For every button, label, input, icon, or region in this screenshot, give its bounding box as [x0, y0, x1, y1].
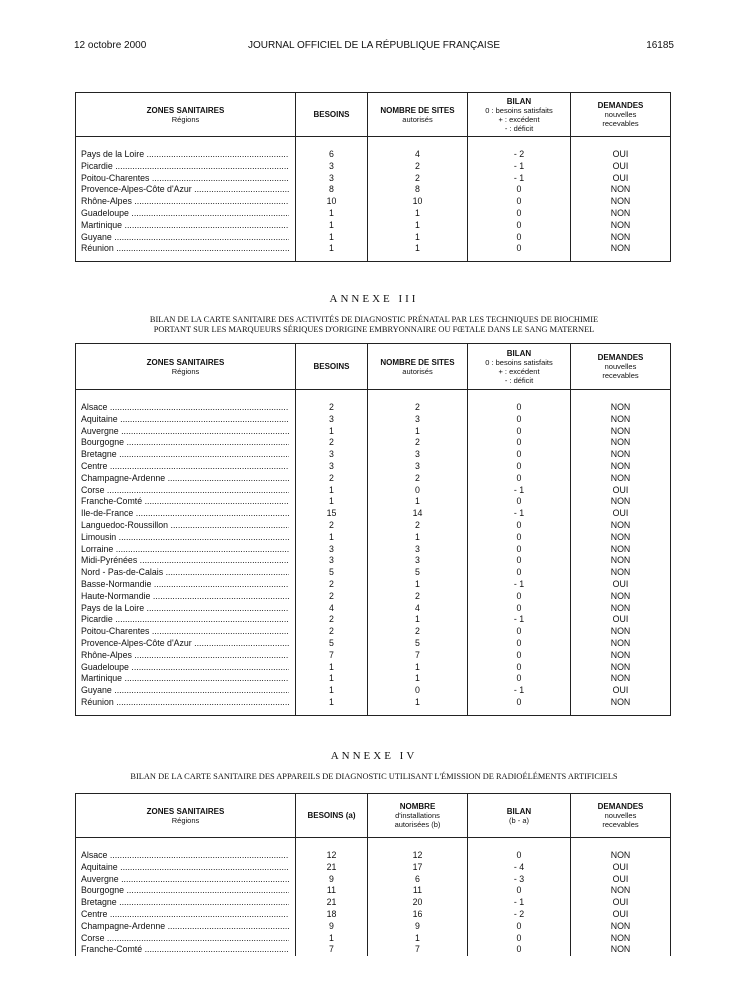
cell-sites: 8 [368, 184, 468, 196]
cell-demandes: NON [571, 402, 671, 414]
cell-sites: 2 [368, 591, 468, 603]
cell-bilan: 0 [468, 461, 571, 473]
cell-bilan: 0 [468, 532, 571, 544]
cell-bilan: 0 [468, 697, 571, 709]
col-header-installations: NOMBRE d'installations autorisées (b) [368, 794, 468, 838]
cell-besoins: 9 [296, 874, 368, 886]
cell-demandes: NON [571, 555, 671, 567]
annex-iv-title: ANNEXE IV [330, 750, 418, 762]
cell-besoins: 2 [296, 591, 368, 603]
cell-sites: 2 [368, 626, 468, 638]
cell-demandes: NON [571, 567, 671, 579]
cell-besoins: 2 [296, 473, 368, 485]
table-row [76, 638, 671, 650]
table-row [76, 603, 671, 615]
cell-sites: 9 [368, 921, 468, 933]
cell-bilan: - 1 [468, 508, 571, 520]
cell-sites: 1 [368, 673, 468, 685]
cell-demandes: OUI [571, 685, 671, 697]
cell-bilan: 0 [468, 921, 571, 933]
cell-bilan: 0 [468, 933, 571, 945]
cell-bilan: 0 [468, 473, 571, 485]
table-row [76, 184, 671, 196]
col-header-besoins: BESOINS [296, 93, 368, 137]
col-header-zones: ZONES SANITAIRES Régions [76, 794, 296, 838]
cell-bilan: - 2 [468, 909, 571, 921]
cell-region: Guadeloupe ..... [76, 208, 296, 220]
annex-iii-subtitle-1: BILAN DE LA CARTE SANITAIRE DES ACTIVITÉS DE DIAGNOSTIC PRÉNATAL PAR LES TECHNIQUES DE BIOCHIMIE [149, 315, 599, 324]
table-header-row [76, 344, 671, 390]
cell-demandes: NON [571, 626, 671, 638]
col-header-demandes: DEMANDES nouvelles recevables [571, 93, 671, 137]
cell-sites: 3 [368, 544, 468, 556]
cell-region: Provence-Alpes-Côte d'Azur ..... [76, 184, 296, 196]
cell-demandes: OUI [571, 161, 671, 173]
cell-bilan: 0 [468, 184, 571, 196]
table-row [76, 508, 671, 520]
cell-demandes: NON [571, 532, 671, 544]
cell-demandes: NON [571, 603, 671, 615]
cell-besoins: 1 [296, 673, 368, 685]
cell-bilan: 0 [468, 414, 571, 426]
cell-besoins: 2 [296, 579, 368, 591]
cell-region: Martinique ..... [76, 673, 296, 685]
cell-sites: 1 [368, 208, 468, 220]
cell-sites: 2 [368, 473, 468, 485]
table-header-row [76, 93, 671, 137]
cell-bilan: 0 [468, 449, 571, 461]
cell-region: Nord - Pas-de-Calais ..... [76, 567, 296, 579]
table-row [76, 614, 671, 626]
cell-besoins: 2 [296, 402, 368, 414]
cell-bilan: - 4 [468, 862, 571, 874]
table-row [76, 437, 671, 449]
table-row [76, 402, 671, 414]
cell-sites: 1 [368, 662, 468, 674]
table-annex-iv [75, 793, 671, 956]
cell-bilan: - 1 [468, 685, 571, 697]
cell-besoins: 1 [296, 426, 368, 438]
cell-demandes: NON [571, 414, 671, 426]
cell-region: Aquitaine ..... [76, 414, 296, 426]
table-row [76, 862, 671, 874]
cell-region: Guadeloupe ..... [76, 662, 296, 674]
cell-sites: 1 [368, 232, 468, 244]
cell-demandes: NON [571, 638, 671, 650]
cell-bilan: 0 [468, 402, 571, 414]
table-row [76, 173, 671, 185]
cell-sites: 1 [368, 579, 468, 591]
cell-bilan: 0 [468, 673, 571, 685]
cell-besoins: 6 [296, 149, 368, 161]
cell-besoins: 15 [296, 508, 368, 520]
cell-demandes: NON [571, 473, 671, 485]
page-number: 16185 [646, 40, 674, 51]
cell-bilan: - 1 [468, 485, 571, 497]
table-row [76, 921, 671, 933]
cell-besoins: 1 [296, 662, 368, 674]
cell-region: Picardie ..... [76, 161, 296, 173]
annex-iv-subtitle: BILAN DE LA CARTE SANITAIRE DES APPAREILS DE DIAGNOSTIC UTILISANT L'ÉMISSION DE RADIOÉLÉMENTS ARTIFICIELS [130, 772, 618, 781]
cell-region: Poitou-Charentes ..... [76, 626, 296, 638]
table-row [76, 897, 671, 909]
cell-region: Aquitaine ..... [76, 862, 296, 874]
cell-besoins: 7 [296, 944, 368, 956]
cell-demandes: NON [571, 208, 671, 220]
cell-region: Corse ..... [76, 485, 296, 497]
col-header-bilan: BILAN 0 : besoins satisfaits + : excédent - : déficit [468, 344, 571, 390]
cell-demandes: NON [571, 850, 671, 862]
cell-besoins: 12 [296, 850, 368, 862]
cell-region: Alsace ..... [76, 850, 296, 862]
cell-besoins: 21 [296, 897, 368, 909]
cell-bilan: - 3 [468, 874, 571, 886]
table-row [76, 414, 671, 426]
table-row [76, 520, 671, 532]
cell-demandes: NON [571, 232, 671, 244]
cell-sites: 5 [368, 638, 468, 650]
cell-sites: 12 [368, 850, 468, 862]
cell-sites: 16 [368, 909, 468, 921]
cell-demandes: OUI [571, 579, 671, 591]
cell-region: Guyane ..... [76, 232, 296, 244]
cell-bilan: - 1 [468, 614, 571, 626]
table-row [76, 461, 671, 473]
cell-bilan: 0 [468, 850, 571, 862]
cell-sites: 7 [368, 944, 468, 956]
cell-demandes: NON [571, 673, 671, 685]
cell-region: Bourgogne ..... [76, 437, 296, 449]
cell-sites: 1 [368, 220, 468, 232]
table-header-row [76, 794, 671, 838]
cell-region: Limousin ..... [76, 532, 296, 544]
header-date: 12 octobre 2000 [74, 40, 147, 51]
cell-demandes: NON [571, 591, 671, 603]
spacer-row [76, 137, 671, 150]
cell-demandes: NON [571, 697, 671, 709]
table-row [76, 685, 671, 697]
cell-sites: 3 [368, 555, 468, 567]
cell-region: Auvergne ..... [76, 874, 296, 886]
table-row [76, 496, 671, 508]
cell-region: Franche-Comté ..... [76, 496, 296, 508]
cell-demandes: OUI [571, 874, 671, 886]
cell-demandes: OUI [571, 862, 671, 874]
cell-besoins: 1 [296, 208, 368, 220]
cell-region: Midi-Pyrénées ..... [76, 555, 296, 567]
cell-demandes: NON [571, 196, 671, 208]
cell-bilan: 0 [468, 220, 571, 232]
cell-sites: 1 [368, 426, 468, 438]
table-row [76, 426, 671, 438]
cell-demandes: NON [571, 461, 671, 473]
cell-besoins: 3 [296, 544, 368, 556]
table-row [76, 544, 671, 556]
col-header-sites: NOMBRE DE SITES autorisés [368, 93, 468, 137]
cell-besoins: 2 [296, 520, 368, 532]
cell-bilan: - 2 [468, 149, 571, 161]
cell-besoins: 3 [296, 173, 368, 185]
spacer-row [76, 390, 671, 403]
cell-bilan: 0 [468, 662, 571, 674]
cell-besoins: 18 [296, 909, 368, 921]
cell-besoins: 1 [296, 220, 368, 232]
cell-bilan: 0 [468, 243, 571, 255]
cell-sites: 4 [368, 149, 468, 161]
cell-region: Centre ..... [76, 461, 296, 473]
cell-bilan: 0 [468, 650, 571, 662]
cell-besoins: 1 [296, 933, 368, 945]
cell-region: Champagne-Ardenne ..... [76, 473, 296, 485]
cell-sites: 2 [368, 402, 468, 414]
cell-region: Guyane ..... [76, 685, 296, 697]
cell-sites: 3 [368, 414, 468, 426]
cell-demandes: NON [571, 544, 671, 556]
cell-demandes: NON [571, 449, 671, 461]
col-header-bilan: BILAN (b - a) [468, 794, 571, 838]
cell-bilan: 0 [468, 426, 571, 438]
cell-demandes: NON [571, 426, 671, 438]
cell-besoins: 3 [296, 461, 368, 473]
spacer-row [76, 255, 671, 262]
cell-region: Basse-Normandie ..... [76, 579, 296, 591]
cell-sites: 3 [368, 461, 468, 473]
table-row [76, 208, 671, 220]
cell-bilan: 0 [468, 591, 571, 603]
spacer-row [76, 709, 671, 716]
cell-besoins: 8 [296, 184, 368, 196]
cell-region: Bretagne ..... [76, 897, 296, 909]
col-header-besoins: BESOINS [296, 344, 368, 390]
cell-demandes: OUI [571, 614, 671, 626]
cell-besoins: 1 [296, 532, 368, 544]
cell-bilan: 0 [468, 208, 571, 220]
table-row [76, 673, 671, 685]
table-row [76, 579, 671, 591]
cell-sites: 14 [368, 508, 468, 520]
cell-besoins: 2 [296, 626, 368, 638]
cell-sites: 10 [368, 196, 468, 208]
col-header-zones: ZONES SANITAIRES Régions [76, 344, 296, 390]
col-header-demandes: DEMANDES nouvelles recevables [571, 344, 671, 390]
table-annex-iii [75, 343, 671, 716]
cell-sites: 2 [368, 161, 468, 173]
table-row [76, 220, 671, 232]
cell-demandes: NON [571, 921, 671, 933]
table-row [76, 149, 671, 161]
table-row [76, 196, 671, 208]
table-row [76, 473, 671, 485]
cell-besoins: 1 [296, 232, 368, 244]
col-header-zones: ZONES SANITAIRES Régions [76, 93, 296, 137]
cell-demandes: OUI [571, 485, 671, 497]
table-row [76, 449, 671, 461]
cell-besoins: 21 [296, 862, 368, 874]
cell-besoins: 2 [296, 614, 368, 626]
cell-demandes: NON [571, 243, 671, 255]
table-row [76, 243, 671, 255]
cell-besoins: 4 [296, 603, 368, 615]
col-header-bilan: BILAN 0 : besoins satisfaits + : excédent - : déficit [468, 93, 571, 137]
journal-title: JOURNAL OFFICIEL DE LA RÉPUBLIQUE FRANÇAISE [247, 40, 501, 51]
cell-demandes: OUI [571, 173, 671, 185]
cell-region: Languedoc-Roussillon ..... [76, 520, 296, 532]
table-row [76, 909, 671, 921]
cell-bilan: - 1 [468, 161, 571, 173]
annex-iii-title: ANNEXE III [329, 293, 419, 305]
cell-besoins: 5 [296, 638, 368, 650]
cell-region: Bretagne ..... [76, 449, 296, 461]
table-row [76, 650, 671, 662]
cell-sites: 0 [368, 485, 468, 497]
cell-sites: 17 [368, 862, 468, 874]
table-row [76, 944, 671, 956]
cell-region: Picardie ..... [76, 614, 296, 626]
cell-demandes: OUI [571, 508, 671, 520]
cell-besoins: 9 [296, 921, 368, 933]
cell-besoins: 5 [296, 567, 368, 579]
cell-region: Champagne-Ardenne ..... [76, 921, 296, 933]
cell-region: Alsace ..... [76, 402, 296, 414]
table-annex-ii-continued [75, 92, 671, 262]
table-row [76, 662, 671, 674]
cell-region: Ile-de-France ..... [76, 508, 296, 520]
cell-bilan: - 1 [468, 173, 571, 185]
cell-sites: 1 [368, 614, 468, 626]
cell-demandes: NON [571, 650, 671, 662]
table-row [76, 555, 671, 567]
cell-bilan: 0 [468, 520, 571, 532]
cell-region: Haute-Normandie ..... [76, 591, 296, 603]
table-row [76, 232, 671, 244]
cell-besoins: 3 [296, 414, 368, 426]
cell-demandes: NON [571, 184, 671, 196]
table-row [76, 697, 671, 709]
cell-sites: 2 [368, 437, 468, 449]
cell-sites: 4 [368, 603, 468, 615]
annex-iii-subtitle-2: PORTANT SUR LES MARQUEURS SÉRIQUES D'ORIGINE EMBRYONNAIRE OU FŒTALE DANS LE SANG MATERNEL [153, 325, 595, 334]
cell-demandes: NON [571, 437, 671, 449]
cell-demandes: OUI [571, 149, 671, 161]
cell-bilan: 0 [468, 626, 571, 638]
cell-besoins: 3 [296, 449, 368, 461]
cell-region: Pays de la Loire ..... [76, 149, 296, 161]
cell-region: Poitou-Charentes ..... [76, 173, 296, 185]
cell-sites: 1 [368, 496, 468, 508]
table-row [76, 874, 671, 886]
cell-bilan: 0 [468, 555, 571, 567]
cell-bilan: 0 [468, 885, 571, 897]
table-row [76, 161, 671, 173]
col-header-besoins: BESOINS (a) [296, 794, 368, 838]
cell-sites: 20 [368, 897, 468, 909]
cell-besoins: 11 [296, 885, 368, 897]
cell-bilan: 0 [468, 544, 571, 556]
cell-besoins: 1 [296, 697, 368, 709]
table-row [76, 933, 671, 945]
cell-region: Auvergne ..... [76, 426, 296, 438]
cell-bilan: 0 [468, 638, 571, 650]
cell-bilan: - 1 [468, 897, 571, 909]
cell-region: Corse ..... [76, 933, 296, 945]
cell-demandes: OUI [571, 897, 671, 909]
cell-sites: 6 [368, 874, 468, 886]
cell-bilan: 0 [468, 567, 571, 579]
cell-besoins: 1 [296, 496, 368, 508]
cell-besoins: 10 [296, 196, 368, 208]
cell-region: Martinique ..... [76, 220, 296, 232]
cell-sites: 2 [368, 520, 468, 532]
col-header-sites: NOMBRE DE SITES autorisés [368, 344, 468, 390]
cell-besoins: 1 [296, 485, 368, 497]
table-row [76, 567, 671, 579]
table-row [76, 885, 671, 897]
cell-bilan: - 1 [468, 579, 571, 591]
cell-region: Rhône-Alpes ..... [76, 650, 296, 662]
cell-sites: 11 [368, 885, 468, 897]
cell-region: Provence-Alpes-Côte d'Azur ..... [76, 638, 296, 650]
cell-region: Franche-Comté ..... [76, 944, 296, 956]
table-row [76, 850, 671, 862]
cell-sites: 3 [368, 449, 468, 461]
cell-besoins: 3 [296, 555, 368, 567]
cell-demandes: NON [571, 220, 671, 232]
cell-region: Réunion ..... [76, 243, 296, 255]
cell-region: Réunion ..... [76, 697, 296, 709]
cell-region: Rhône-Alpes ..... [76, 196, 296, 208]
cell-sites: 1 [368, 243, 468, 255]
cell-bilan: 0 [468, 232, 571, 244]
cell-demandes: NON [571, 496, 671, 508]
cell-besoins: 7 [296, 650, 368, 662]
cell-bilan: 0 [468, 603, 571, 615]
table-row [76, 626, 671, 638]
cell-besoins: 2 [296, 437, 368, 449]
cell-besoins: 3 [296, 161, 368, 173]
table-row [76, 591, 671, 603]
cell-region: Centre ..... [76, 909, 296, 921]
cell-demandes: OUI [571, 909, 671, 921]
cell-sites: 1 [368, 933, 468, 945]
table-row [76, 532, 671, 544]
cell-region: Lorraine ..... [76, 544, 296, 556]
cell-demandes: NON [571, 885, 671, 897]
cell-region: Bourgogne ..... [76, 885, 296, 897]
cell-bilan: 0 [468, 437, 571, 449]
cell-sites: 5 [368, 567, 468, 579]
col-header-demandes: DEMANDES nouvelles recevables [571, 794, 671, 838]
cell-sites: 1 [368, 532, 468, 544]
spacer-row [76, 838, 671, 851]
cell-demandes: NON [571, 933, 671, 945]
cell-sites: 7 [368, 650, 468, 662]
cell-region: Pays de la Loire ..... [76, 603, 296, 615]
cell-sites: 0 [368, 685, 468, 697]
cell-besoins: 1 [296, 243, 368, 255]
cell-besoins: 1 [296, 685, 368, 697]
cell-demandes: NON [571, 520, 671, 532]
cell-sites: 2 [368, 173, 468, 185]
cell-bilan: 0 [468, 496, 571, 508]
cell-demandes: NON [571, 944, 671, 956]
cell-bilan: 0 [468, 944, 571, 956]
cell-bilan: 0 [468, 196, 571, 208]
cell-sites: 1 [368, 697, 468, 709]
table-row [76, 485, 671, 497]
cell-demandes: NON [571, 662, 671, 674]
